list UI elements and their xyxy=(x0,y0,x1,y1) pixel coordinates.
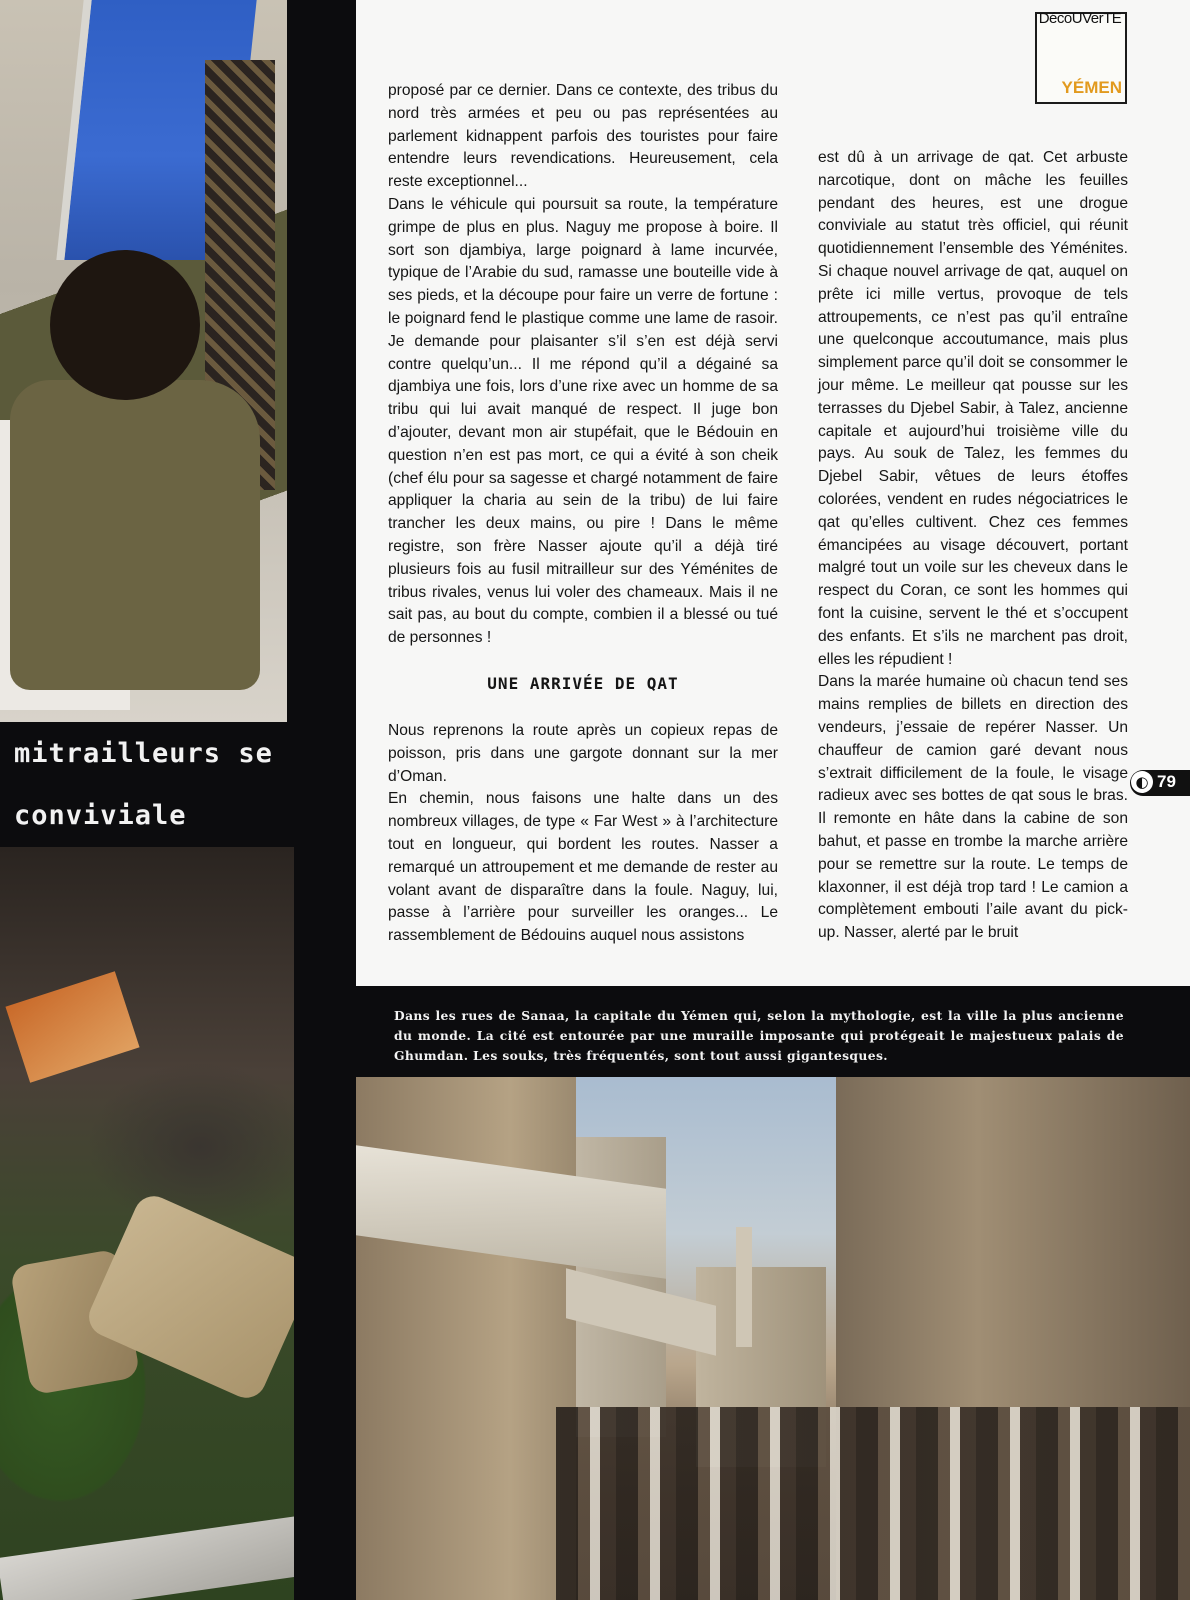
country-label: YÉMEN xyxy=(1061,78,1122,97)
paragraph: Dans le véhicule qui poursuit sa route, la température grimpe de plus en plus. Naguy me propose à boire. Il sort son djambiya, large poignard à lame incurvée, typique de l’Arabie du sud, ramasse une bouteille vide à ses pieds, et la découpe pour faire un verre de fortune : le poignard fend le plastique comme une lame de rasoir. Je demande pour plaisanter s’il s’en est déjà servi contre quelqu’un... Il me répond qu’il a dégainé sa djambiya une fois, lors d’une rixe avec un homme de sa tribu qui lui avait manqué de respect. Il juge bon d’ajouter, devant mon air stupéfait, que le Bédouin en question n’en est pas mort, ce qui a évité à son cheik (chef élu pour sa sagesse et chargé notamment de faire appliquer la charia au sein de la tribu) de lui faire trancher les deux mains, ou pire ! Dans le même registre, son frère Nasser ajoute qu’il a déjà tiré plusieurs fois au fusil mitrailleur sur des Yéménites de tribus rivales, venus lui voler des chameaux. Mais il ne sait pas, au bout du compte, combien il a blessé ou tué de personnes ! xyxy=(388,195,778,647)
rubric-label: DécoUVerTE xyxy=(1038,10,1122,27)
page-number: 79 xyxy=(1157,772,1176,791)
paragraph: Nous reprenons la route après un copieux repas de poisson, pris dans une gargote donnant sur la mer d’Oman. xyxy=(388,721,778,785)
green-sweater xyxy=(10,380,260,690)
curly-hair-head xyxy=(50,250,200,400)
photo-sanaa-street xyxy=(356,1077,1190,1600)
photo-man-with-bottle xyxy=(0,0,287,722)
article-column-left xyxy=(388,80,778,948)
pull-quote-line-1: mitrailleurs se xyxy=(14,738,273,769)
photo-caption: Dans les rues de Sanaa, la capitale du Yémen qui, selon la mythologie, est la ville la plus ancienne du monde. La cité est entourée par une muraille imposante qui protégeait le majestueux palais de Ghumdan. Les souks, très fréquentés, sont tout aussi gigantesques. xyxy=(394,1008,1124,1063)
minaret xyxy=(736,1227,752,1347)
paragraph: En chemin, nous faisons une halte dans un des nombreux villages, de type « Far West » à l’architecture tout en longueur, qui bordent les routes. Nasser a remarqué un attroupement et me demande de rester au volant avant de disparaître dans la foule. Naguy, lui, passe à l’arrière pour surveiller les oranges... Le rassemblement de Bédouins auquel nous assistons xyxy=(388,790,778,945)
article-column-right xyxy=(818,147,1128,945)
crowd xyxy=(556,1407,1190,1600)
metal-pipe xyxy=(0,1516,294,1600)
magazine-logo-icon: ◐ xyxy=(1131,771,1153,793)
paragraph: Dans la marée humaine où chacun tend ses mains remplies de billets en direction des vendeurs, j’essaie de repérer Nasser. Un chauffeur de camion garé devant nous s’extrait difficilement de la foule, le visage radieux avec ses bottes de qat sous le bras. Il remonte en hâte dans la cabine de son bahut, et passe en trombe la marche arrière pour se remettre sur la route. Le temps de klaxonner, il est déjà trop tard ! Le camion a complètement embouti l’aile avant du pick-up. Nasser, alerté par le bruit xyxy=(818,673,1128,942)
paragraph: est dû à un arrivage de qat. Cet arbuste narcotique, dont on mâche les feuilles pendant des heures, est une drogue conviviale au statut très officiel, qui réunit quotidiennement l’ensemble des Yéménites. Si chaque nouvel arrivage de qat, auquel on prête ici mille vertus, provoque de tels attroupements, ce n’est pas qu’il entraîne une quelconque accoutumance, mais plus simplement parce qu’il doit se consommer le jour même. Le meilleur qat pousse sur les terrasses du Djebel Sabir, à Talez, ancienne capitale et aujourd’hui troisième ville du pays. Au souk de Talez, les femmes du Djebel Sabir, vêtues de leurs étoffes colorées, vendent en rudes négociatrices le qat qu’elles cultivent. Chez ces femmes émancipées au visage découvert, portant malgré tout un voile sur les cheveux dans le respect du Coran, ce sont les hommes qui font la cuisine, servent le thé et s’occupent des enfants. Et s’ils ne marchent pas droit, elles les répudient ! xyxy=(818,149,1128,668)
paragraph: proposé par ce dernier. Dans ce contexte, des tribus du nord très armées et peu ou pas représentées au parlement kidnappent parfois des touristes pour faire entendre leurs revendications. Heureusement, cela reste exceptionnel... xyxy=(388,82,778,191)
pull-quote-line-2: conviviale xyxy=(14,800,187,831)
photo-qat-bundles xyxy=(0,847,294,1600)
orange-box xyxy=(5,971,139,1083)
section-subheading: UNE ARRIVÉE DE QAT xyxy=(487,673,679,693)
